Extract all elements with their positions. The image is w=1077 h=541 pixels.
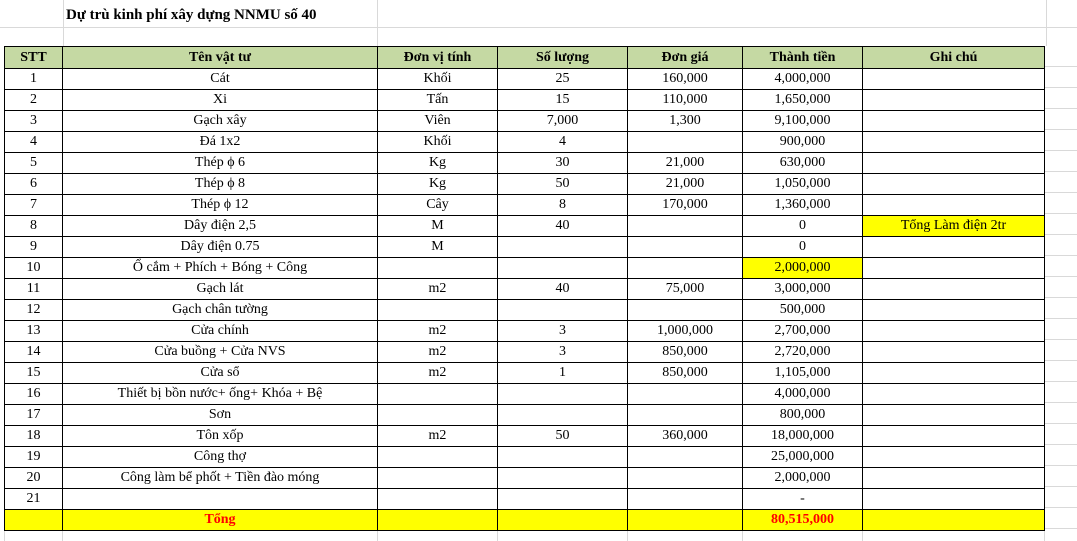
note-cell[interactable] [863,384,1045,405]
stt-cell[interactable]: 4 [5,132,63,153]
name-cell[interactable]: Thép ϕ 12 [63,195,378,216]
amount-cell[interactable]: 1,360,000 [743,195,863,216]
note-cell[interactable] [863,258,1045,279]
price-cell[interactable]: 21,000 [628,174,743,195]
price-cell[interactable]: 850,000 [628,363,743,384]
table-row [5,384,1045,405]
unit-cell[interactable]: M [378,237,498,258]
unit-cell[interactable]: Cây [378,195,498,216]
table-row [5,258,1045,279]
table-row [5,279,1045,300]
name-cell[interactable]: Gạch lát [63,279,378,300]
qty-cell[interactable]: 50 [498,426,628,447]
total-qty-cell[interactable] [498,510,628,531]
total-amount-cell[interactable]: 80,515,000 [743,510,863,531]
table-row [5,174,1045,195]
amount-cell[interactable]: 2,000,000 [743,258,863,279]
stt-cell[interactable]: 12 [5,300,63,321]
note-cell[interactable] [863,300,1045,321]
gridline-horizontal [0,27,1077,28]
stt-cell[interactable]: 13 [5,321,63,342]
note-cell[interactable] [863,111,1045,132]
unit-cell[interactable] [378,300,498,321]
amount-cell[interactable]: 1,050,000 [743,174,863,195]
price-cell[interactable] [628,468,743,489]
name-cell[interactable]: Cửa chính [63,321,378,342]
unit-cell[interactable]: Viên [378,111,498,132]
stt-cell[interactable]: 2 [5,90,63,111]
unit-cell[interactable] [378,384,498,405]
unit-cell[interactable]: m2 [378,279,498,300]
name-cell[interactable]: Thép ϕ 6 [63,153,378,174]
unit-cell[interactable]: Tấn [378,90,498,111]
price-cell[interactable] [628,489,743,510]
name-cell[interactable]: Ổ cắm + Phích + Bóng + Công [63,258,378,279]
note-cell[interactable] [863,342,1045,363]
column-header-unit[interactable]: Đơn vị tính [378,47,498,69]
table-row [5,132,1045,153]
name-cell[interactable]: Gạch chân tường [63,300,378,321]
column-header-qty[interactable]: Số lượng [498,47,628,69]
stt-cell[interactable]: 14 [5,342,63,363]
table-row [5,321,1045,342]
unit-cell[interactable] [378,258,498,279]
note-cell[interactable] [863,237,1045,258]
table-row [5,405,1045,426]
note-cell[interactable] [863,321,1045,342]
note-cell[interactable] [863,153,1045,174]
total-row [5,510,1045,531]
amount-cell[interactable]: - [743,489,863,510]
stt-cell[interactable]: 20 [5,468,63,489]
unit-cell[interactable]: Kg [378,153,498,174]
note-cell[interactable] [863,195,1045,216]
qty-cell[interactable] [498,447,628,468]
name-cell[interactable]: Dây điện 2,5 [63,216,378,237]
note-cell[interactable] [863,363,1045,384]
name-cell[interactable]: Thép ϕ 8 [63,174,378,195]
name-cell[interactable]: Công làm bể phốt + Tiền đào móng [63,468,378,489]
amount-cell[interactable]: 500,000 [743,300,863,321]
amount-cell[interactable]: 900,000 [743,132,863,153]
price-cell[interactable] [628,384,743,405]
column-header-amount[interactable]: Thành tiền [743,47,863,69]
stt-cell[interactable]: 8 [5,216,63,237]
note-cell[interactable] [863,405,1045,426]
qty-cell[interactable] [498,489,628,510]
column-header-name[interactable]: Tên vật tư [63,47,378,69]
price-cell[interactable] [628,132,743,153]
gridline-vertical [377,0,378,46]
name-cell[interactable]: Cát [63,69,378,90]
note-cell[interactable] [863,90,1045,111]
gridline-stub [4,531,5,541]
gridline-stub [742,531,743,541]
price-cell[interactable]: 75,000 [628,279,743,300]
name-cell[interactable]: Cửa buồng + Cửa NVS [63,342,378,363]
qty-cell[interactable]: 40 [498,216,628,237]
qty-cell[interactable]: 30 [498,153,628,174]
stt-cell[interactable]: 11 [5,279,63,300]
qty-cell[interactable]: 40 [498,279,628,300]
price-cell[interactable] [628,216,743,237]
total-unit-cell[interactable] [378,510,498,531]
table-row [5,111,1045,132]
gridline-vertical [63,0,64,46]
price-cell[interactable]: 850,000 [628,342,743,363]
note-cell[interactable] [863,174,1045,195]
price-cell[interactable] [628,258,743,279]
amount-cell[interactable]: 1,105,000 [743,363,863,384]
qty-cell[interactable]: 50 [498,174,628,195]
note-cell[interactable] [863,279,1045,300]
stt-cell[interactable]: 5 [5,153,63,174]
gridline-stub [377,531,378,541]
name-cell[interactable]: Thiết bị bồn nước+ ống+ Khóa + Bệ [63,384,378,405]
note-cell[interactable] [863,489,1045,510]
name-cell[interactable] [63,489,378,510]
qty-cell[interactable] [498,405,628,426]
stt-cell[interactable]: 16 [5,384,63,405]
stt-cell[interactable]: 7 [5,195,63,216]
stt-cell[interactable]: 10 [5,258,63,279]
unit-cell[interactable]: m2 [378,342,498,363]
stt-cell[interactable]: 3 [5,111,63,132]
name-cell[interactable]: Dây điện 0.75 [63,237,378,258]
qty-cell[interactable]: 3 [498,321,628,342]
qty-cell[interactable] [498,468,628,489]
table-row [5,342,1045,363]
stt-cell[interactable]: 21 [5,489,63,510]
amount-cell[interactable]: 2,720,000 [743,342,863,363]
table-row [5,216,1045,237]
unit-cell[interactable] [378,489,498,510]
unit-cell[interactable]: m2 [378,426,498,447]
amount-cell[interactable]: 4,000,000 [743,384,863,405]
table-row [5,300,1045,321]
note-cell[interactable] [863,132,1045,153]
amount-cell[interactable]: 25,000,000 [743,447,863,468]
table-row [5,426,1045,447]
qty-cell[interactable]: 1 [498,363,628,384]
unit-cell[interactable]: m2 [378,321,498,342]
qty-cell[interactable] [498,237,628,258]
amount-cell[interactable]: 1,650,000 [743,90,863,111]
table-row [5,447,1045,468]
unit-cell[interactable] [378,405,498,426]
note-cell[interactable] [863,69,1045,90]
gridline-row-lines [1044,46,1077,541]
price-cell[interactable]: 160,000 [628,69,743,90]
total-price-cell[interactable] [628,510,743,531]
amount-cell[interactable]: 2,700,000 [743,321,863,342]
qty-cell[interactable]: 4 [498,132,628,153]
price-cell[interactable] [628,300,743,321]
amount-cell[interactable]: 9,100,000 [743,111,863,132]
qty-cell[interactable]: 25 [498,69,628,90]
price-cell[interactable]: 360,000 [628,426,743,447]
name-cell[interactable]: Công thợ [63,447,378,468]
unit-cell[interactable] [378,468,498,489]
cost-estimate-table [4,46,1045,531]
gridline-stub [1044,531,1045,541]
note-cell[interactable]: Tổng Làm điện 2tr [863,216,1045,237]
unit-cell[interactable] [378,447,498,468]
name-cell[interactable]: Tôn xốp [63,426,378,447]
amount-cell[interactable]: 2,000,000 [743,468,863,489]
column-header-stt[interactable]: STT [5,47,63,69]
note-cell[interactable] [863,426,1045,447]
table-row [5,90,1045,111]
unit-cell[interactable]: Kg [378,174,498,195]
stt-cell[interactable]: 9 [5,237,63,258]
amount-cell[interactable]: 630,000 [743,153,863,174]
total-label-cell[interactable]: Tổng [63,510,378,531]
price-cell[interactable]: 21,000 [628,153,743,174]
name-cell[interactable]: Đá 1x2 [63,132,378,153]
name-cell[interactable]: Cửa sổ [63,363,378,384]
stt-cell[interactable]: 18 [5,426,63,447]
table-row [5,153,1045,174]
unit-cell[interactable]: Khối [378,132,498,153]
amount-cell[interactable]: 0 [743,237,863,258]
gridline-stub [62,531,63,541]
gridline-stub [497,531,498,541]
table-row [5,195,1045,216]
note-cell[interactable] [863,447,1045,468]
qty-cell[interactable] [498,258,628,279]
qty-cell[interactable]: 3 [498,342,628,363]
column-header-note[interactable]: Ghi chú [863,47,1045,69]
sheet-title[interactable]: Dự trù kinh phí xây dựng NNMU số 40 [66,7,317,23]
price-cell[interactable]: 170,000 [628,195,743,216]
amount-cell[interactable]: 18,000,000 [743,426,863,447]
table-row [5,237,1045,258]
table-row [5,69,1045,90]
qty-cell[interactable] [498,384,628,405]
price-cell[interactable]: 1,300 [628,111,743,132]
name-cell[interactable]: Xi [63,90,378,111]
stt-cell[interactable]: 6 [5,174,63,195]
qty-cell[interactable]: 8 [498,195,628,216]
table-row [5,363,1045,384]
qty-cell[interactable] [498,300,628,321]
name-cell[interactable]: Gạch xây [63,111,378,132]
total-stt-cell[interactable] [5,510,63,531]
stt-cell[interactable]: 15 [5,363,63,384]
price-cell[interactable]: 110,000 [628,90,743,111]
unit-cell[interactable]: m2 [378,363,498,384]
name-cell[interactable]: Sơn [63,405,378,426]
unit-cell[interactable]: Khối [378,69,498,90]
qty-cell[interactable]: 7,000 [498,111,628,132]
qty-cell[interactable]: 15 [498,90,628,111]
amount-cell[interactable]: 3,000,000 [743,279,863,300]
table-row [5,489,1045,510]
stt-cell[interactable]: 19 [5,447,63,468]
gridline-stub [862,531,863,541]
amount-cell[interactable]: 4,000,000 [743,69,863,90]
table-row [5,468,1045,489]
price-cell[interactable] [628,237,743,258]
gridline-stub [627,531,628,541]
column-header-price[interactable]: Đơn giá [628,47,743,69]
table-body [5,69,1045,510]
amount-cell[interactable]: 800,000 [743,405,863,426]
unit-cell[interactable]: M [378,216,498,237]
header-row [5,47,1045,69]
price-cell[interactable] [628,447,743,468]
note-cell[interactable] [863,468,1045,489]
total-note-cell[interactable] [863,510,1045,531]
amount-cell[interactable]: 0 [743,216,863,237]
stt-cell[interactable]: 17 [5,405,63,426]
price-cell[interactable]: 1,000,000 [628,321,743,342]
price-cell[interactable] [628,405,743,426]
stt-cell[interactable]: 1 [5,69,63,90]
